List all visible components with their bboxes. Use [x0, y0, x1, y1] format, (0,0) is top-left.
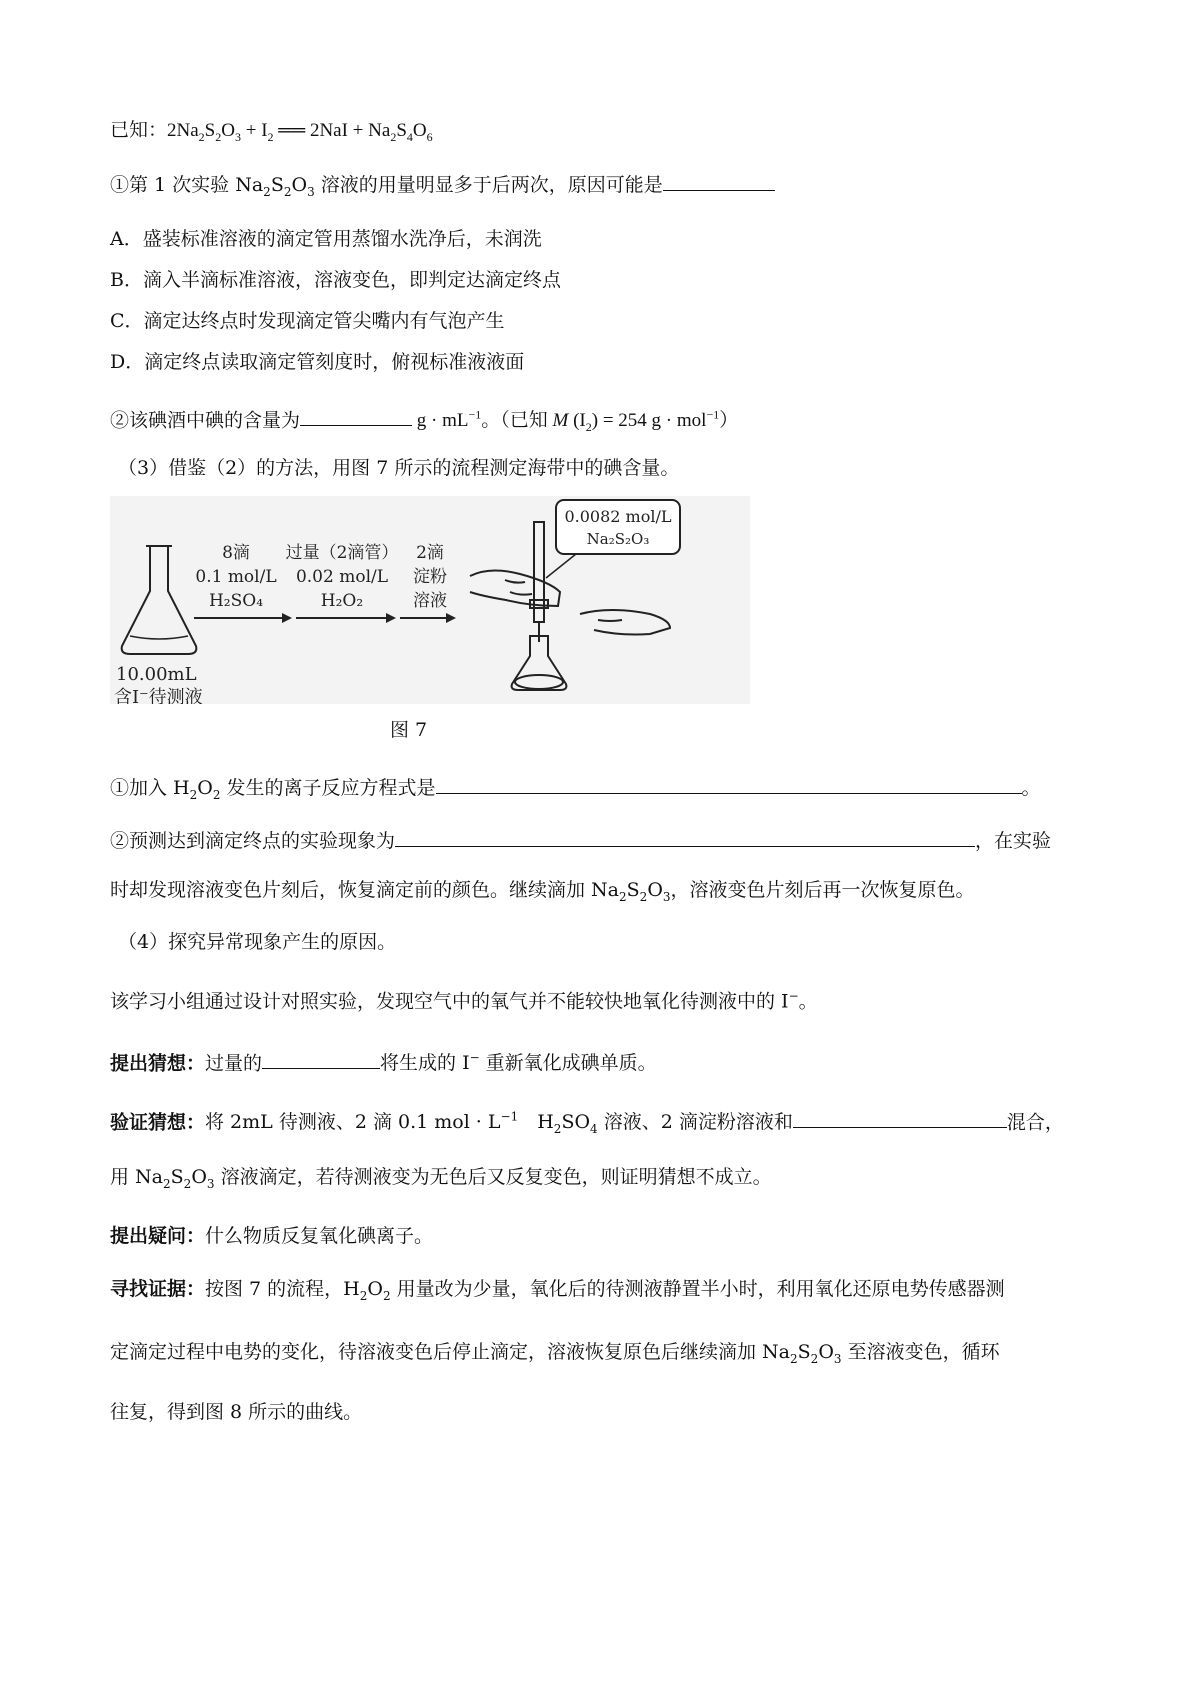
answer-blank-2[interactable] [300, 405, 412, 426]
known-line [110, 116, 433, 151]
step-3-drops: 2滴 [416, 543, 444, 563]
hypothesis-before: 过量的 [205, 1052, 263, 1075]
part-4-intro: 该学习小组通过设计对照实验，发现空气中的氧气并不能较快地氧化待测液中的 I−。 [110, 989, 818, 1013]
answer-blank-5[interactable] [262, 1048, 380, 1069]
part-3-question-2-after: ，在实验 [975, 830, 1052, 852]
hypothesis-line [110, 1044, 657, 1077]
step-2-amount: 过量（2滴管） [285, 543, 399, 563]
question-text: 什么物质反复氧化碘离子。 [205, 1225, 434, 1247]
hypothesis-after: 将生成的 I− 重新氧化成碘单质。 [380, 1051, 657, 1075]
part-3-question-2 [110, 826, 1051, 855]
answer-blank-1[interactable] [663, 170, 775, 191]
option-c[interactable]: C．滴定达终点时发现滴定管尖嘴内有气泡产生 [110, 310, 505, 332]
part-3-question-1 [110, 773, 1041, 809]
known-prefix: 已知： [110, 119, 168, 141]
known-equation: $2Na_2S_2O_3 + I_2$ ══ $2NaI + Na_2S_4O_6$ [167, 120, 433, 144]
evidence-label: 寻找证据： [110, 1278, 206, 1300]
question-2-text: ②该碘酒中碘的含量为 [110, 409, 301, 432]
question-2-unit: $g \cdot mL^{-1}$。（已知 M $(I_2) = 254$ g · mol$^{-1}$） [412, 408, 739, 435]
hypothesis-label: 提出猜想： [110, 1052, 206, 1075]
step-1-drops: 8滴 [222, 543, 250, 563]
step-3-reagent: 淀粉 [413, 567, 447, 587]
evidence-line [110, 1275, 1005, 1310]
verify-line-2: 用 $Na_2S_2O_3$ 溶液滴定，若待测液变为无色后又反复变色，则证明猜想不成立。 [110, 1166, 772, 1191]
evidence-line-3: 往复，得到图 8 所示的曲线。 [110, 1401, 363, 1423]
part-3-intro: （3）借鉴（2）的方法，用图 7 所示的流程测定海带中的碘含量。 [118, 457, 680, 479]
part-3-question-1-end: 。 [1021, 777, 1041, 799]
verify-before: 将 2mL 待测液、2 滴 0.1 mol · $L^{-1}$ $H_2SO_4$ 溶液、2 滴淀粉溶液和 [205, 1110, 793, 1137]
answer-blank-3[interactable] [436, 773, 1022, 794]
evidence-line-1: 按图 7 的流程，$H_2O_2$ 用量改为少量，氧化后的待测液静置半小时，利用氧化还原电势传感器测 [205, 1278, 1005, 1303]
figure-7-caption: 图 7 [390, 719, 428, 741]
step-2-concentration: 0.02 mol/L [295, 567, 389, 587]
part-3-question-2-text: ②预测达到滴定终点的实验现象为 [110, 830, 396, 852]
verify-label: 验证猜想： [110, 1111, 206, 1134]
option-a[interactable]: A．盛装标准溶液的滴定管用蒸馏水洗净后，未润洗 [110, 228, 542, 250]
question-1-text: ①第 1 次实验 $Na_2S_2O_3$ 溶液的用量明显多于后两次，原因可能是 [110, 174, 663, 199]
titrant-concentration: 0.0082 mol/L [564, 507, 672, 526]
answer-blank-6[interactable] [793, 1107, 1007, 1128]
option-b[interactable]: B．滴入半滴标准溶液，溶液变色，即判定达滴定终点 [110, 269, 561, 291]
titrant-reagent: Na₂S₂O₃ [586, 530, 650, 548]
verify-line [110, 1103, 1064, 1143]
answer-blank-4[interactable] [395, 826, 975, 847]
verify-after: 混合， [1006, 1111, 1064, 1134]
evidence-line-2: 定滴定过程中电势的变化，待溶液变色后停止滴定，溶液恢复原色后继续滴加 $Na_2S_2O_3$ 至溶液变色，循环 [110, 1341, 1000, 1366]
step-2-reagent: H₂O₂ [320, 591, 364, 611]
part-3-question-2-line-2: 时却发现溶液变色片刻后，恢复滴定前的颜色。继续滴加 $Na_2S_2O_3$，溶液变色片刻后再一次恢复原色。 [110, 879, 975, 904]
step-1-reagent: H₂SO₄ [208, 591, 264, 611]
step-3-reagent-2: 溶液 [413, 591, 447, 611]
flask-label: 含I⁻待测液 [114, 687, 203, 704]
step-1-concentration: 0.1 mol/L [195, 567, 277, 587]
question-label: 提出疑问： [110, 1225, 206, 1247]
part-3-question-1-text: ①加入 $H_2O_2$ 发生的离子反应方程式是 [110, 777, 436, 802]
part-4-title: （4）探究异常现象产生的原因。 [118, 931, 397, 953]
flask-volume: 10.00mL [116, 664, 197, 685]
option-d[interactable]: D．滴定终点读取滴定管刻度时，俯视标准液液面 [110, 351, 525, 373]
figure-7 [110, 496, 750, 704]
question-2 [110, 401, 738, 441]
question-line [110, 1222, 433, 1250]
question-1 [110, 170, 775, 206]
